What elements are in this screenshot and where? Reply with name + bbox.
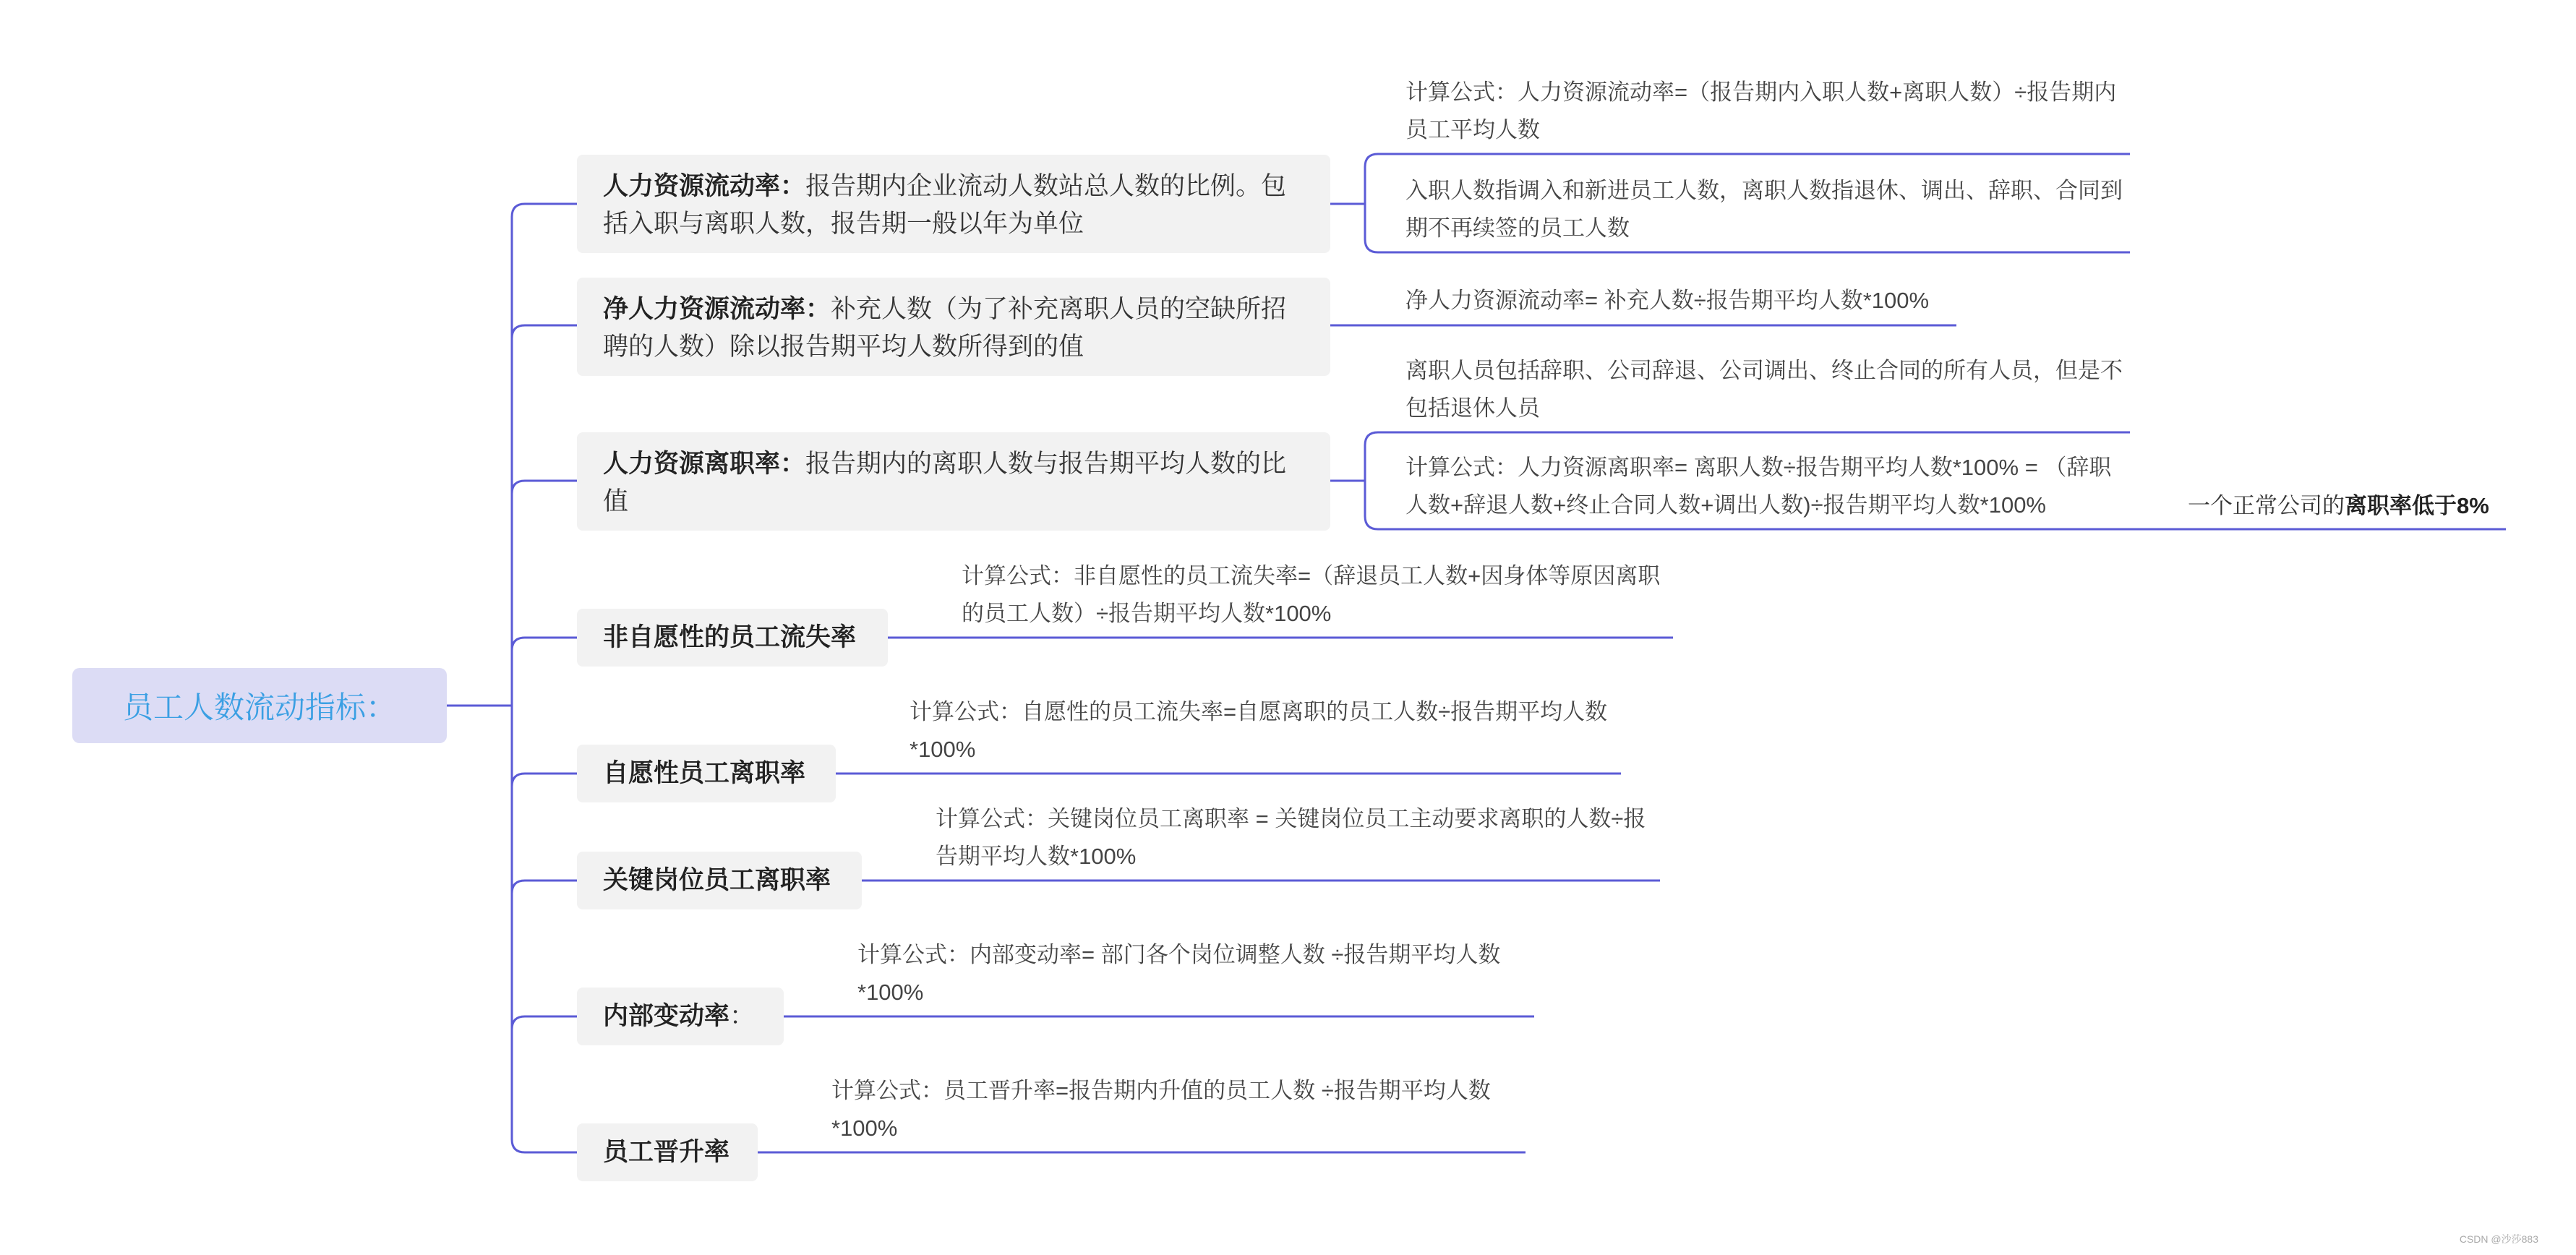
- topic-promotion-rate[interactable]: [577, 1123, 758, 1181]
- watermark-credit: CSDN @沙莎883: [2459, 1233, 2538, 1245]
- topic-title: 关键岗位员工离职率: [603, 866, 831, 894]
- topic-net-hr-turnover-rate[interactable]: [577, 278, 1330, 376]
- branch-2: [512, 325, 577, 338]
- topic-key-position-attrition[interactable]: [577, 852, 862, 909]
- topic-title: 非自愿性的员工流失率: [603, 623, 857, 651]
- note-voluntary-formula[interactable]: 计算公式：自愿性的员工流失率=自愿离职的员工人数÷报告期平均人数*100%: [910, 699, 1608, 762]
- note-attrition-definition[interactable]: 离职人员包括辞职、公司辞退、公司调出、终止合同的所有人员，但是不包括退休人员: [1405, 358, 2123, 421]
- branch-4: [512, 638, 577, 651]
- branch-1: [512, 204, 577, 217]
- topic-voluntary-attrition[interactable]: [577, 745, 836, 802]
- topic-title: 人力资源离职率：: [603, 450, 806, 478]
- topic-title: 净人力资源流动率：: [603, 295, 831, 323]
- topic-desc: 报告期内的离职人数与报告期平均人数的比值: [603, 450, 1287, 515]
- note-promotion-formula[interactable]: 计算公式：员工晋升率=报告期内升值的员工人数 ÷报告期平均人数*100%: [831, 1078, 1491, 1141]
- topic-hr-attrition-rate[interactable]: [577, 432, 1330, 531]
- note-turnover-definition[interactable]: 入职人数指调入和新进员工人数，离职人数指退休、调出、辞职、合同到期不再续签的员工人数: [1405, 178, 2123, 241]
- branch-6: [512, 881, 577, 894]
- branch-3: [512, 481, 577, 494]
- topic-desc: 补充人数（为了补充离职人员的空缺所招聘的人数）除以报告期平均人数所得到的值: [603, 295, 1287, 361]
- note-turnover-formula[interactable]: 计算公式：人力资源流动率=（报告期内入职人数+离职人数）÷报告期内员工平均人数: [1405, 80, 2117, 142]
- note-key-position-formula[interactable]: 计算公式：关键岗位员工离职率 = 关键岗位员工主动要求离职的人数÷报告期平均人数*100%: [936, 806, 1646, 869]
- topic-hr-turnover-rate[interactable]: [577, 155, 1330, 253]
- root-label: 员工人数流动指标：: [122, 690, 396, 724]
- note-attrition-formula[interactable]: 计算公式：人力资源离职率= 离职人数÷报告期平均人数*100% = （辞职人数+辞退人数+终止合同人数+调出人数)÷报告期平均人数*100%: [1405, 455, 2112, 518]
- topic-title: 自愿性员工离职率: [603, 759, 806, 787]
- branch-8: [512, 1139, 577, 1152]
- topic-involuntary-attrition[interactable]: [577, 609, 888, 667]
- root-node[interactable]: [72, 668, 447, 743]
- topic-title: 员工晋升率: [603, 1138, 730, 1166]
- note-involuntary-formula[interactable]: 计算公式：非自愿性的员工流失率=（辞退员工人数+因身体等原因离职的员工人数）÷报告期平均人数*100%: [962, 563, 1661, 626]
- note-net-turnover-formula[interactable]: 净人力资源流动率= 补充人数÷报告期平均人数*100%: [1405, 288, 1930, 313]
- aside-normal-attrition[interactable]: [2188, 492, 2489, 521]
- topic-title: 内部变动率: [603, 1002, 730, 1030]
- note-internal-transfer-formula[interactable]: 计算公式：内部变动率= 部门各个岗位调整人数 ÷报告期平均人数*100%: [857, 942, 1501, 1005]
- aside-prefix: 一个正常公司的: [2188, 493, 2345, 518]
- topic-title: 人力资源流动率：: [603, 172, 806, 200]
- topic-internal-transfer-rate[interactable]: [577, 988, 784, 1045]
- branch-5: [512, 774, 577, 787]
- topic-desc: 报告期内企业流动人数站总人数的比例。包括入职与离职人数，报告期一般以年为单位: [603, 172, 1287, 238]
- branch-7: [512, 1016, 577, 1029]
- aside-bold: 离职率低于8%: [2345, 493, 2489, 518]
- topic-desc: ：: [729, 1002, 756, 1030]
